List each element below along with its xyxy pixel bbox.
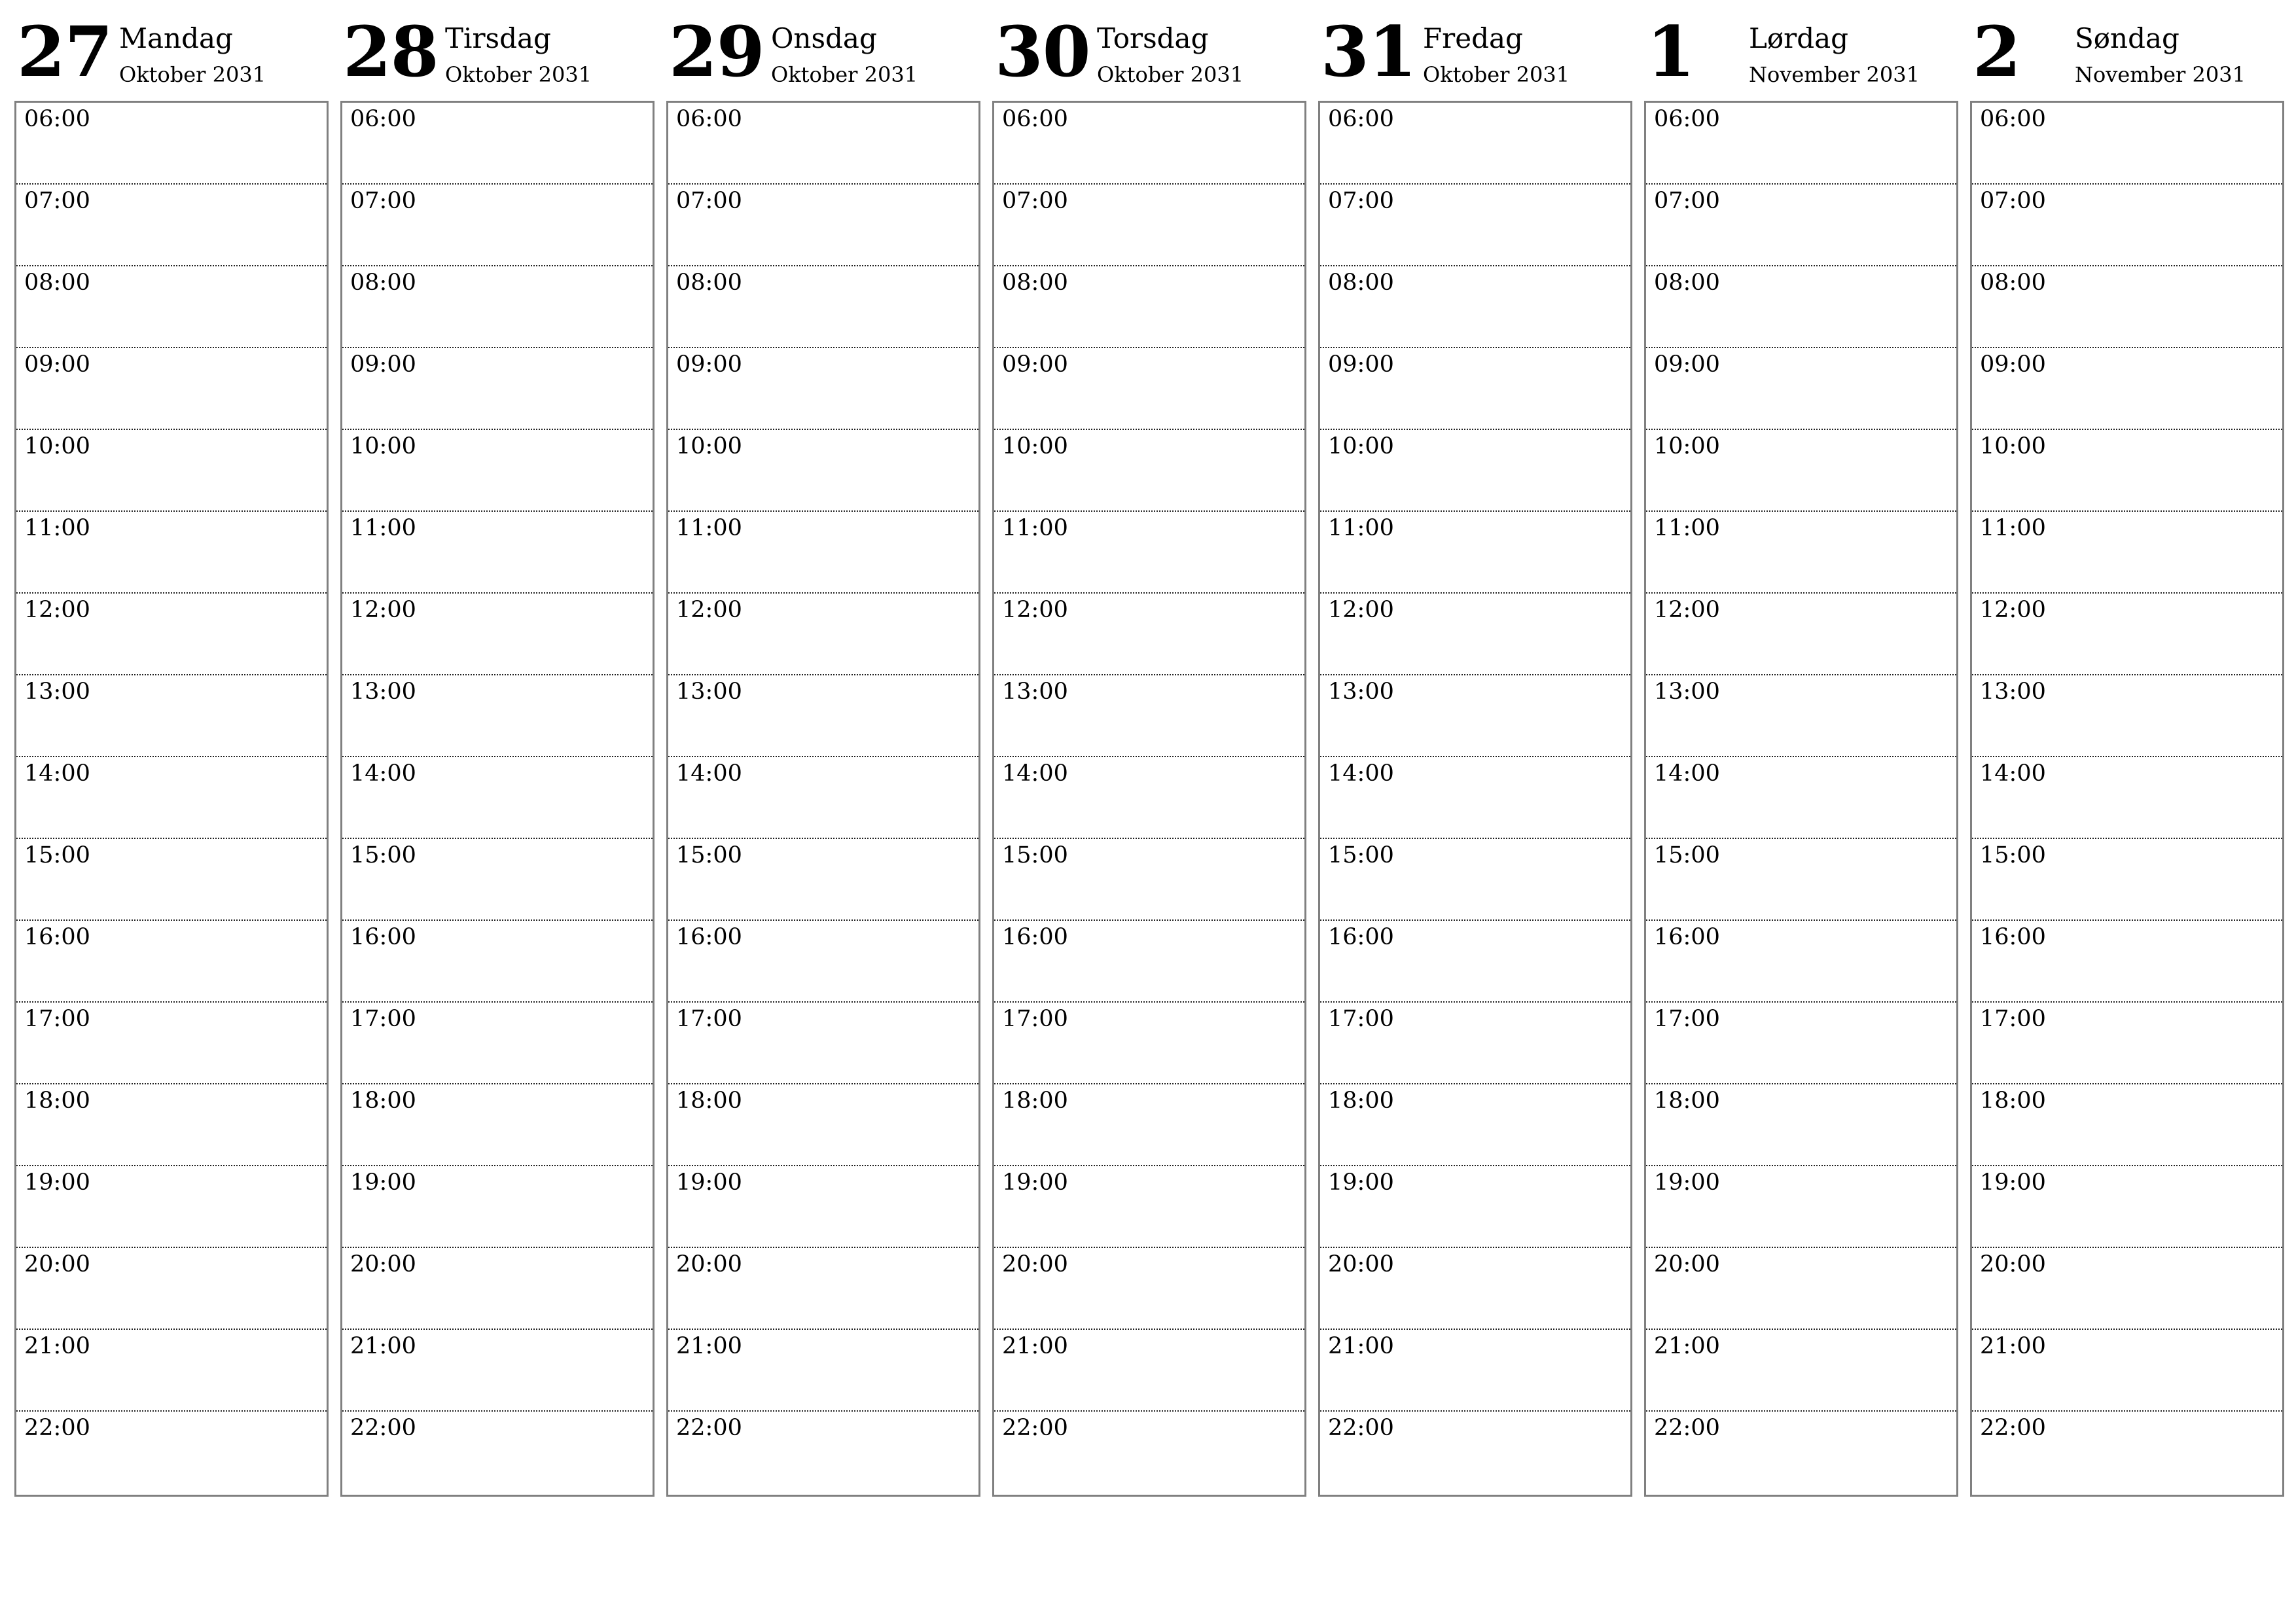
time-label: 12:00: [1980, 597, 2046, 623]
time-label: 19:00: [350, 1169, 416, 1196]
time-label: 19:00: [1654, 1169, 1720, 1196]
time-slot[interactable]: [1972, 348, 2282, 430]
time-slot[interactable]: [668, 348, 978, 430]
time-slot[interactable]: [668, 675, 978, 757]
time-label: 16:00: [1328, 924, 1394, 950]
time-slot[interactable]: [1972, 103, 2282, 185]
time-slot[interactable]: [16, 266, 327, 348]
time-slot[interactable]: [1972, 839, 2282, 921]
time-label: 09:00: [1980, 351, 2046, 378]
time-label: 10:00: [350, 433, 416, 459]
time-label: 22:00: [1654, 1415, 1720, 1441]
day-schedule-box: [340, 101, 655, 1497]
time-label: 06:00: [1980, 106, 2046, 132]
time-slot[interactable]: [16, 103, 327, 185]
time-label: 09:00: [676, 351, 742, 378]
day-header: [1644, 0, 1957, 99]
day-column: [1970, 0, 2283, 1441]
time-label: 09:00: [350, 351, 416, 378]
time-slot[interactable]: [994, 757, 1304, 839]
month-year: Oktober 2031: [445, 62, 592, 87]
time-slot[interactable]: [342, 757, 653, 839]
time-slot[interactable]: [16, 1248, 327, 1330]
time-label: 06:00: [1002, 106, 1068, 132]
time-label: 12:00: [24, 597, 90, 623]
time-slot[interactable]: [994, 839, 1304, 921]
time-slot[interactable]: [1646, 1330, 1956, 1412]
month-year: November 2031: [1749, 62, 1920, 87]
time-label: 10:00: [1002, 433, 1068, 459]
time-label: 07:00: [24, 188, 90, 214]
time-label: 16:00: [24, 924, 90, 950]
time-label: 19:00: [24, 1169, 90, 1196]
day-header: [1970, 0, 2283, 99]
time-slot[interactable]: [342, 1248, 653, 1330]
time-label: 07:00: [350, 188, 416, 214]
time-label: 13:00: [1980, 679, 2046, 705]
time-slot[interactable]: [1320, 594, 1630, 675]
time-label: 13:00: [24, 679, 90, 705]
day-column: [1644, 0, 1957, 1441]
time-label: 17:00: [1328, 1006, 1394, 1032]
day-column: [666, 0, 979, 1441]
time-label: 22:00: [676, 1415, 742, 1441]
time-slot[interactable]: [1646, 185, 1956, 266]
time-label: 19:00: [1002, 1169, 1068, 1196]
time-label: 07:00: [1002, 188, 1068, 214]
time-slot[interactable]: [668, 430, 978, 512]
time-slot[interactable]: [668, 1248, 978, 1330]
time-label: 21:00: [676, 1333, 742, 1359]
time-label: 20:00: [1002, 1251, 1068, 1277]
time-label: 12:00: [1328, 597, 1394, 623]
time-label: 11:00: [1980, 515, 2046, 541]
time-label: 10:00: [676, 433, 742, 459]
time-slot[interactable]: [342, 1084, 653, 1166]
time-slot[interactable]: [1646, 921, 1956, 1003]
day-number: 31: [1321, 10, 1416, 92]
time-label: 10:00: [24, 433, 90, 459]
time-slot[interactable]: [1646, 266, 1956, 348]
day-name: Søndag: [2075, 22, 2179, 54]
time-label: 08:00: [350, 270, 416, 296]
day-schedule-box: [1970, 101, 2284, 1497]
day-schedule-box: [992, 101, 1306, 1497]
time-label: 20:00: [350, 1251, 416, 1277]
time-label: 18:00: [676, 1088, 742, 1114]
time-slot[interactable]: [668, 512, 978, 594]
time-slot[interactable]: [1320, 348, 1630, 430]
day-column: [1318, 0, 1631, 1441]
day-number: 30: [995, 10, 1090, 92]
time-slot[interactable]: [1646, 1084, 1956, 1166]
month-year: Oktober 2031: [1097, 62, 1244, 87]
time-slot[interactable]: [994, 594, 1304, 675]
time-slot[interactable]: [16, 921, 327, 1003]
time-slot[interactable]: [668, 1166, 978, 1248]
time-slot[interactable]: [1972, 594, 2282, 675]
time-slot[interactable]: [1646, 675, 1956, 757]
time-label: 21:00: [24, 1333, 90, 1359]
time-slot[interactable]: [1320, 757, 1630, 839]
time-label: 13:00: [1328, 679, 1394, 705]
time-label: 18:00: [1980, 1088, 2046, 1114]
time-slot[interactable]: [1972, 1330, 2282, 1412]
time-label: 12:00: [676, 597, 742, 623]
time-label: 15:00: [1328, 842, 1394, 868]
time-slot[interactable]: [994, 348, 1304, 430]
time-slot[interactable]: [668, 1084, 978, 1166]
time-slot[interactable]: [994, 266, 1304, 348]
time-label: 14:00: [1654, 760, 1720, 787]
time-label: 12:00: [350, 597, 416, 623]
time-label: 18:00: [350, 1088, 416, 1114]
day-column: [14, 0, 327, 1441]
time-label: 19:00: [676, 1169, 742, 1196]
time-slot[interactable]: [342, 1166, 653, 1248]
time-label: 09:00: [1654, 351, 1720, 378]
time-label: 22:00: [24, 1415, 90, 1441]
time-label: 16:00: [1654, 924, 1720, 950]
time-slot[interactable]: [1320, 512, 1630, 594]
time-label: 17:00: [676, 1006, 742, 1032]
time-slot[interactable]: [1320, 1248, 1630, 1330]
time-label: 10:00: [1654, 433, 1720, 459]
time-slot[interactable]: [994, 1248, 1304, 1330]
time-label: 18:00: [1328, 1088, 1394, 1114]
time-label: 17:00: [350, 1006, 416, 1032]
day-schedule-box: [1318, 101, 1632, 1497]
month-year: November 2031: [2075, 62, 2246, 87]
time-slot[interactable]: [16, 839, 327, 921]
time-label: 14:00: [1980, 760, 2046, 787]
time-label: 14:00: [1002, 760, 1068, 787]
time-slot[interactable]: [16, 1330, 327, 1412]
time-label: 15:00: [1654, 842, 1720, 868]
day-name: Fredag: [1423, 22, 1523, 54]
time-slot[interactable]: [668, 185, 978, 266]
time-slot[interactable]: [1646, 1412, 1956, 1493]
time-slot[interactable]: [1972, 1412, 2282, 1493]
time-label: 21:00: [350, 1333, 416, 1359]
time-label: 22:00: [1002, 1415, 1068, 1441]
time-slot[interactable]: [668, 839, 978, 921]
time-label: 18:00: [1002, 1088, 1068, 1114]
month-year: Oktober 2031: [771, 62, 918, 87]
time-label: 19:00: [1328, 1169, 1394, 1196]
time-label: 07:00: [676, 188, 742, 214]
time-label: 08:00: [1980, 270, 2046, 296]
time-slot[interactable]: [16, 348, 327, 430]
time-slot[interactable]: [1972, 921, 2282, 1003]
time-slot[interactable]: [1972, 757, 2282, 839]
time-label: 06:00: [1328, 106, 1394, 132]
time-label: 11:00: [350, 515, 416, 541]
time-slot[interactable]: [994, 1412, 1304, 1493]
time-slot[interactable]: [668, 757, 978, 839]
time-label: 12:00: [1654, 597, 1720, 623]
day-name: Mandag: [119, 22, 233, 54]
time-slot[interactable]: [16, 675, 327, 757]
time-label: 15:00: [1002, 842, 1068, 868]
time-label: 13:00: [1654, 679, 1720, 705]
time-label: 17:00: [1654, 1006, 1720, 1032]
time-label: 09:00: [24, 351, 90, 378]
time-slot[interactable]: [1320, 1003, 1630, 1084]
time-label: 12:00: [1002, 597, 1068, 623]
time-label: 15:00: [350, 842, 416, 868]
time-label: 09:00: [1328, 351, 1394, 378]
time-slot[interactable]: [1320, 1084, 1630, 1166]
day-number: 28: [343, 10, 439, 92]
time-slot[interactable]: [994, 1330, 1304, 1412]
time-label: 06:00: [350, 106, 416, 132]
time-label: 14:00: [350, 760, 416, 787]
time-slot[interactable]: [668, 594, 978, 675]
time-slot[interactable]: [994, 512, 1304, 594]
day-number: 2: [1973, 10, 2020, 92]
time-label: 11:00: [1002, 515, 1068, 541]
time-slot[interactable]: [1972, 512, 2282, 594]
time-label: 18:00: [1654, 1088, 1720, 1114]
time-label: 15:00: [676, 842, 742, 868]
time-label: 08:00: [1328, 270, 1394, 296]
time-label: 16:00: [350, 924, 416, 950]
time-slot[interactable]: [342, 103, 653, 185]
time-slot[interactable]: [16, 757, 327, 839]
time-slot[interactable]: [1972, 430, 2282, 512]
time-label: 07:00: [1654, 188, 1720, 214]
time-label: 17:00: [1002, 1006, 1068, 1032]
day-header: [340, 0, 653, 99]
time-slot[interactable]: [668, 921, 978, 1003]
time-label: 22:00: [1980, 1415, 2046, 1441]
day-schedule-box: [14, 101, 329, 1497]
time-label: 22:00: [1328, 1415, 1394, 1441]
day-schedule-box: [1644, 101, 1958, 1497]
time-label: 21:00: [1328, 1333, 1394, 1359]
time-slot[interactable]: [1320, 675, 1630, 757]
time-slot[interactable]: [342, 921, 653, 1003]
day-name: Onsdag: [771, 22, 877, 54]
time-slot[interactable]: [994, 430, 1304, 512]
time-label: 08:00: [1002, 270, 1068, 296]
time-label: 15:00: [24, 842, 90, 868]
time-slot[interactable]: [1320, 266, 1630, 348]
time-slot[interactable]: [16, 594, 327, 675]
time-label: 07:00: [1328, 188, 1394, 214]
month-year: Oktober 2031: [119, 62, 266, 87]
time-label: 21:00: [1654, 1333, 1720, 1359]
time-slot[interactable]: [1646, 430, 1956, 512]
time-label: 15:00: [1980, 842, 2046, 868]
time-label: 13:00: [676, 679, 742, 705]
time-label: 11:00: [1654, 515, 1720, 541]
time-label: 14:00: [1328, 760, 1394, 787]
time-slot[interactable]: [342, 1330, 653, 1412]
time-slot[interactable]: [994, 675, 1304, 757]
day-header: [14, 0, 327, 99]
time-label: 20:00: [24, 1251, 90, 1277]
time-slot[interactable]: [16, 185, 327, 266]
time-slot[interactable]: [668, 1412, 978, 1493]
time-label: 13:00: [1002, 679, 1068, 705]
time-slot[interactable]: [1972, 1166, 2282, 1248]
time-slot[interactable]: [16, 430, 327, 512]
time-slot[interactable]: [1646, 594, 1956, 675]
time-label: 20:00: [1980, 1251, 2046, 1277]
time-slot[interactable]: [1646, 1248, 1956, 1330]
time-slot[interactable]: [1320, 1330, 1630, 1412]
time-label: 17:00: [24, 1006, 90, 1032]
time-label: 20:00: [1654, 1251, 1720, 1277]
month-year: Oktober 2031: [1423, 62, 1570, 87]
day-number: 27: [17, 10, 113, 92]
time-slot[interactable]: [668, 1330, 978, 1412]
time-slot[interactable]: [1646, 839, 1956, 921]
day-name: Torsdag: [1097, 22, 1209, 54]
time-slot[interactable]: [1320, 839, 1630, 921]
time-slot[interactable]: [16, 1003, 327, 1084]
time-label: 10:00: [1980, 433, 2046, 459]
time-label: 11:00: [1328, 515, 1394, 541]
time-slot[interactable]: [994, 103, 1304, 185]
day-header: [666, 0, 979, 99]
time-label: 16:00: [676, 924, 742, 950]
time-slot[interactable]: [1972, 1084, 2282, 1166]
time-slot[interactable]: [1972, 266, 2282, 348]
time-slot[interactable]: [1320, 430, 1630, 512]
time-slot[interactable]: [668, 266, 978, 348]
day-column: [992, 0, 1305, 1441]
weekly-planner: [14, 0, 2284, 1623]
day-header: [992, 0, 1305, 99]
time-label: 21:00: [1002, 1333, 1068, 1359]
time-label: 06:00: [1654, 106, 1720, 132]
time-label: 08:00: [676, 270, 742, 296]
day-number: 29: [669, 10, 764, 92]
time-label: 16:00: [1980, 924, 2046, 950]
time-label: 11:00: [24, 515, 90, 541]
day-number: 1: [1647, 10, 1695, 92]
time-slot[interactable]: [668, 1003, 978, 1084]
time-slot[interactable]: [342, 185, 653, 266]
time-slot[interactable]: [994, 1166, 1304, 1248]
day-name: Lørdag: [1749, 22, 1849, 54]
time-slot[interactable]: [1646, 348, 1956, 430]
time-label: 09:00: [1002, 351, 1068, 378]
time-label: 22:00: [350, 1415, 416, 1441]
time-slot[interactable]: [994, 185, 1304, 266]
day-header: [1318, 0, 1631, 99]
time-slot[interactable]: [16, 1084, 327, 1166]
time-slot[interactable]: [1646, 103, 1956, 185]
time-slot[interactable]: [342, 266, 653, 348]
time-slot[interactable]: [668, 103, 978, 185]
time-slot[interactable]: [1320, 185, 1630, 266]
time-slot[interactable]: [342, 594, 653, 675]
time-label: 16:00: [1002, 924, 1068, 950]
time-label: 06:00: [24, 106, 90, 132]
time-slot[interactable]: [1320, 921, 1630, 1003]
time-slot[interactable]: [1972, 1248, 2282, 1330]
time-label: 13:00: [350, 679, 416, 705]
time-label: 18:00: [24, 1088, 90, 1114]
time-slot[interactable]: [1972, 185, 2282, 266]
time-label: 20:00: [1328, 1251, 1394, 1277]
time-slot[interactable]: [342, 430, 653, 512]
time-slot[interactable]: [342, 512, 653, 594]
time-label: 07:00: [1980, 188, 2046, 214]
time-slot[interactable]: [1972, 675, 2282, 757]
time-slot[interactable]: [16, 1412, 327, 1493]
time-slot[interactable]: [342, 1412, 653, 1493]
time-slot[interactable]: [342, 1003, 653, 1084]
day-schedule-box: [666, 101, 980, 1497]
time-label: 06:00: [676, 106, 742, 132]
time-slot[interactable]: [1320, 103, 1630, 185]
time-label: 11:00: [676, 515, 742, 541]
time-label: 19:00: [1980, 1169, 2046, 1196]
time-slot[interactable]: [342, 839, 653, 921]
time-label: 14:00: [676, 760, 742, 787]
time-slot[interactable]: [342, 348, 653, 430]
time-slot[interactable]: [1972, 1003, 2282, 1084]
time-slot[interactable]: [16, 1166, 327, 1248]
time-label: 20:00: [676, 1251, 742, 1277]
time-slot[interactable]: [342, 675, 653, 757]
time-label: 17:00: [1980, 1006, 2046, 1032]
time-slot[interactable]: [994, 921, 1304, 1003]
day-column: [340, 0, 653, 1441]
time-slot[interactable]: [16, 512, 327, 594]
time-label: 10:00: [1328, 433, 1394, 459]
time-label: 14:00: [24, 760, 90, 787]
day-name: Tirsdag: [445, 22, 551, 54]
time-slot[interactable]: [994, 1084, 1304, 1166]
time-slot[interactable]: [1646, 757, 1956, 839]
time-slot[interactable]: [1320, 1166, 1630, 1248]
time-label: 21:00: [1980, 1333, 2046, 1359]
time-label: 08:00: [1654, 270, 1720, 296]
time-slot[interactable]: [1320, 1412, 1630, 1493]
time-label: 08:00: [24, 270, 90, 296]
time-slot[interactable]: [994, 1003, 1304, 1084]
time-slot[interactable]: [1646, 1003, 1956, 1084]
time-slot[interactable]: [1646, 1166, 1956, 1248]
time-slot[interactable]: [1646, 512, 1956, 594]
